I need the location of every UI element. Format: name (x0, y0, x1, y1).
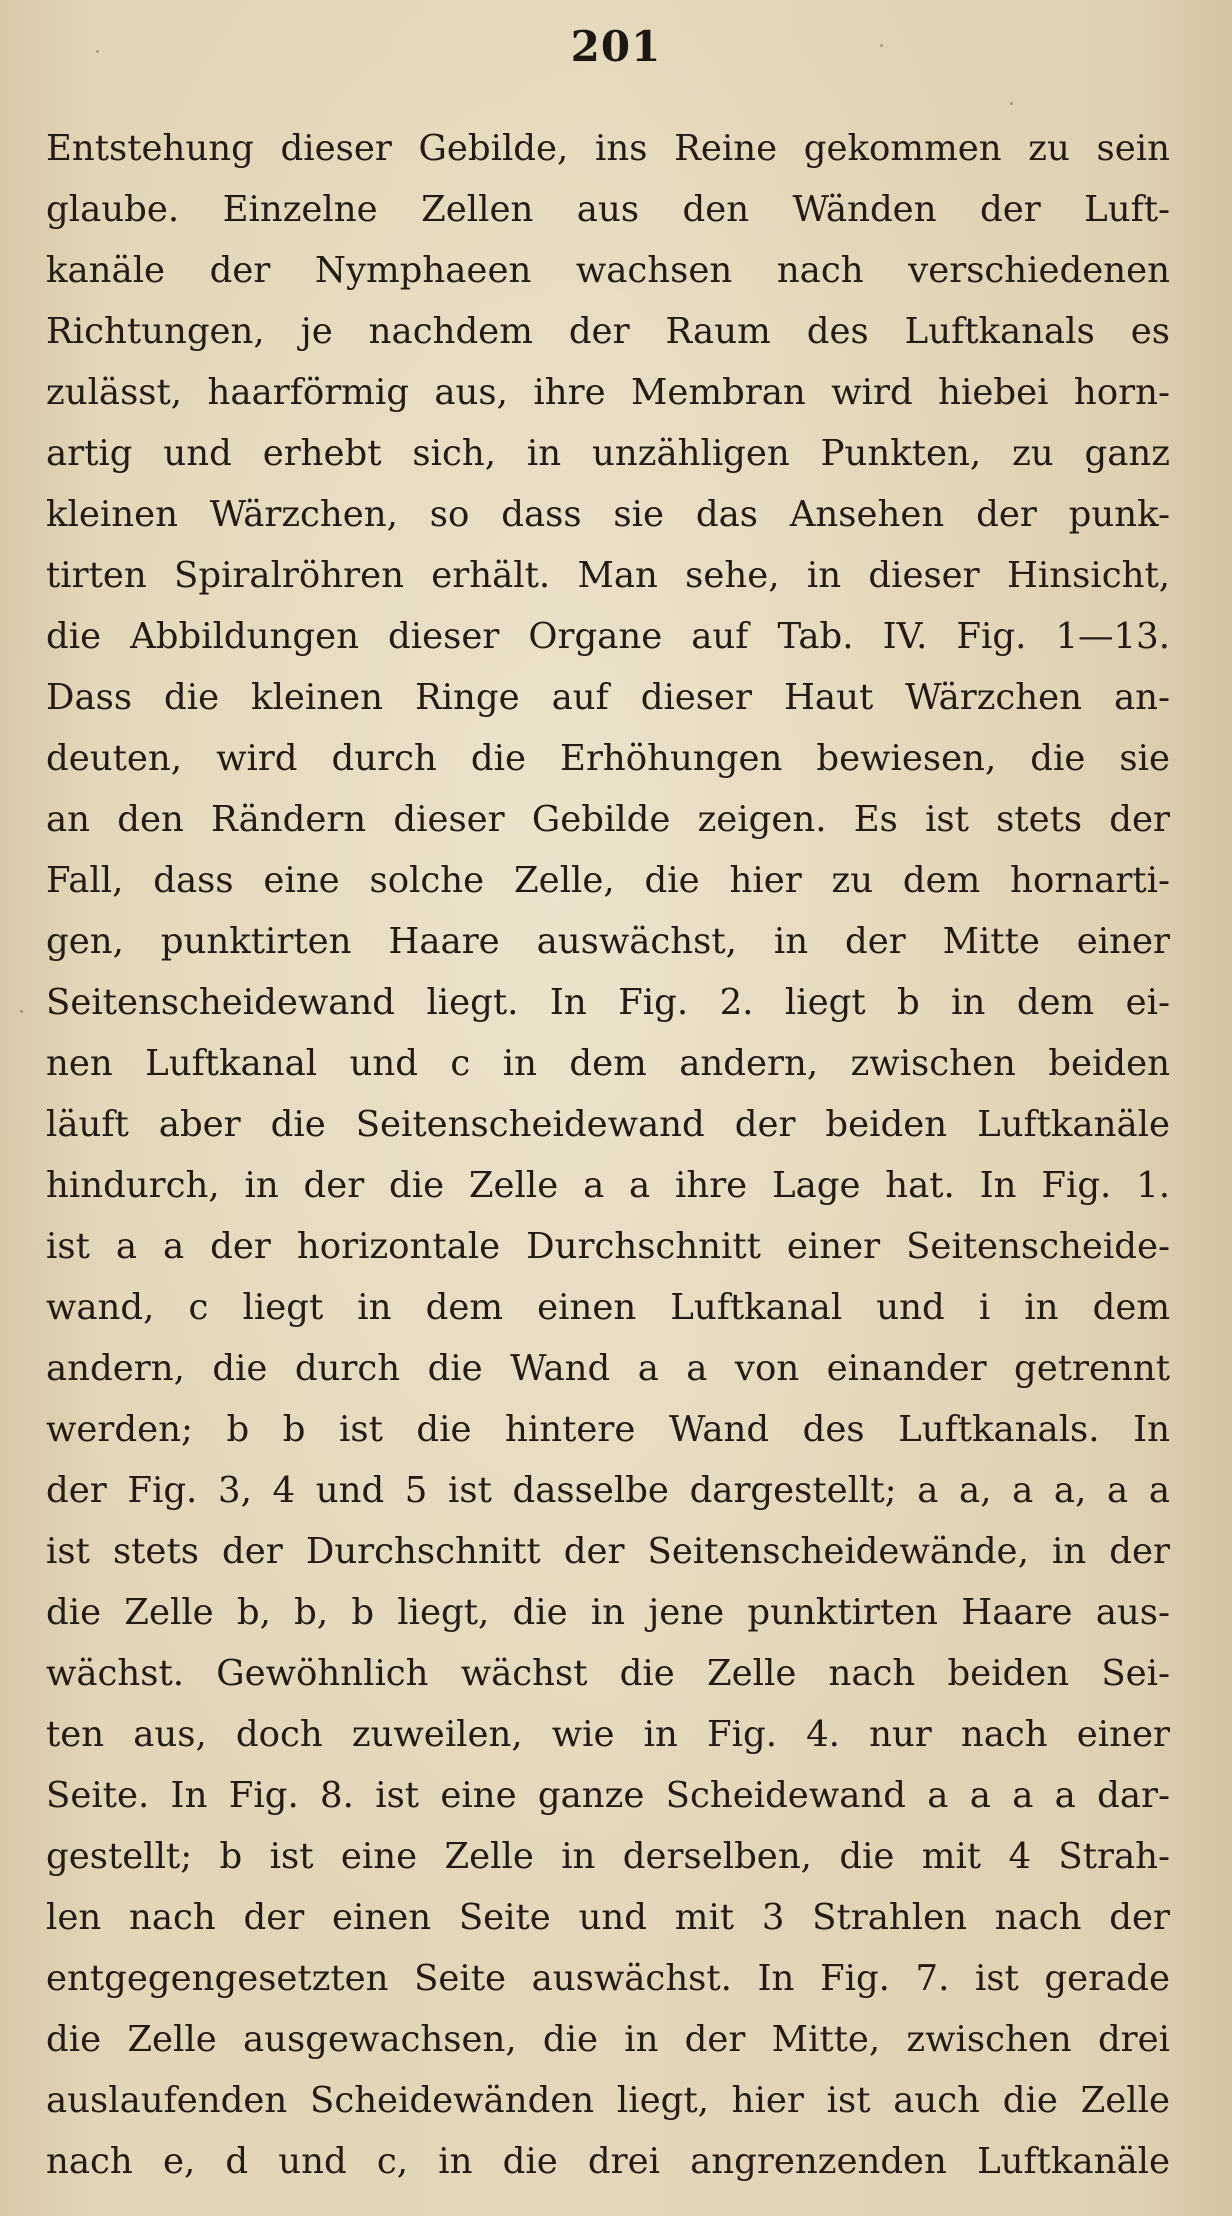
paper-speck (1010, 102, 1013, 105)
text-line: Richtungen, je nachdem der Raum des Luftkanals es (46, 311, 1170, 352)
text-line: nach e, d und c, in die drei angrenzenden Luftkanäle (46, 2141, 1170, 2182)
body-text (46, 118, 1170, 2192)
text-line: kleinen Wärzchen, so dass sie das Ansehen der punk- (46, 494, 1170, 535)
text-line: len nach der einen Seite und mit 3 Strahlen nach der (46, 1897, 1170, 1938)
text-line: kanäle der Nymphaeen wachsen nach verschiedenen (46, 250, 1170, 291)
text-line: Fall, dass eine solche Zelle, die hier zu dem hornarti- (46, 860, 1170, 901)
text-line: ten aus, doch zuweilen, wie in Fig. 4. nur nach einer (46, 1714, 1170, 1755)
text-line: ist a a der horizontale Durchschnitt einer Seitenscheide- (46, 1226, 1170, 1267)
text-line: läuft aber die Seitenscheidewand der beiden Luftkanäle (46, 1104, 1170, 1145)
text-line: die Zelle b, b, b liegt, die in jene punktirten Haare aus- (46, 1592, 1170, 1633)
text-line: tirten Spiralröhren erhält. Man sehe, in dieser Hinsicht, (46, 555, 1170, 596)
text-line: an den Rändern dieser Gebilde zeigen. Es ist stets der (46, 799, 1170, 840)
text-line: andern, die durch die Wand a a von einander getrennt (46, 1348, 1170, 1389)
text-line: artig und erhebt sich, in unzähligen Punkten, zu ganz (46, 433, 1170, 474)
text-line: glaube. Einzelne Zellen aus den Wänden der Luft- (46, 189, 1170, 230)
text-line: zulässt, haarförmig aus, ihre Membran wird hiebei horn- (46, 372, 1170, 413)
paper-speck (20, 1010, 23, 1013)
text-line: nen Luftkanal und c in dem andern, zwischen beiden (46, 1043, 1170, 1084)
text-line: die Abbildungen dieser Organe auf Tab. IV. Fig. 1—13. (46, 616, 1170, 657)
text-line: hindurch, in der die Zelle a a ihre Lage hat. In Fig. 1. (46, 1165, 1170, 1206)
page-number: 201 (570, 22, 662, 71)
text-line: werden; b b ist die hintere Wand des Luftkanals. In (46, 1409, 1170, 1450)
text-line: gen, punktirten Haare auswächst, in der Mitte einer (46, 921, 1170, 962)
text-line: gestellt; b ist eine Zelle in derselben, die mit 4 Strah- (46, 1836, 1170, 1877)
text-line: Seite. In Fig. 8. ist eine ganze Scheidewand a a a a dar- (46, 1775, 1170, 1816)
text-line: auslaufenden Scheidewänden liegt, hier ist auch die Zelle (46, 2080, 1170, 2121)
text-line: Seitenscheidewand liegt. In Fig. 2. liegt b in dem ei- (46, 982, 1170, 1023)
text-line: der Fig. 3, 4 und 5 ist dasselbe dargestellt; a a, a a, a a (46, 1470, 1170, 1511)
text-line: wand, c liegt in dem einen Luftkanal und i in dem (46, 1287, 1170, 1328)
text-line: ist stets der Durchschnitt der Seitenscheidewände, in der (46, 1531, 1170, 1572)
text-line: die Zelle ausgewachsen, die in der Mitte, zwischen drei (46, 2019, 1170, 2060)
text-line: deuten, wird durch die Erhöhungen bewiesen, die sie (46, 738, 1170, 779)
text-line: wächst. Gewöhnlich wächst die Zelle nach beiden Sei- (46, 1653, 1170, 1694)
text-line: entgegengesetzten Seite auswächst. In Fig. 7. ist gerade (46, 1958, 1170, 1999)
text-line: Dass die kleinen Ringe auf dieser Haut Wärzchen an- (46, 677, 1170, 718)
text-line: Entstehung dieser Gebilde, ins Reine gekommen zu sein (46, 128, 1170, 169)
